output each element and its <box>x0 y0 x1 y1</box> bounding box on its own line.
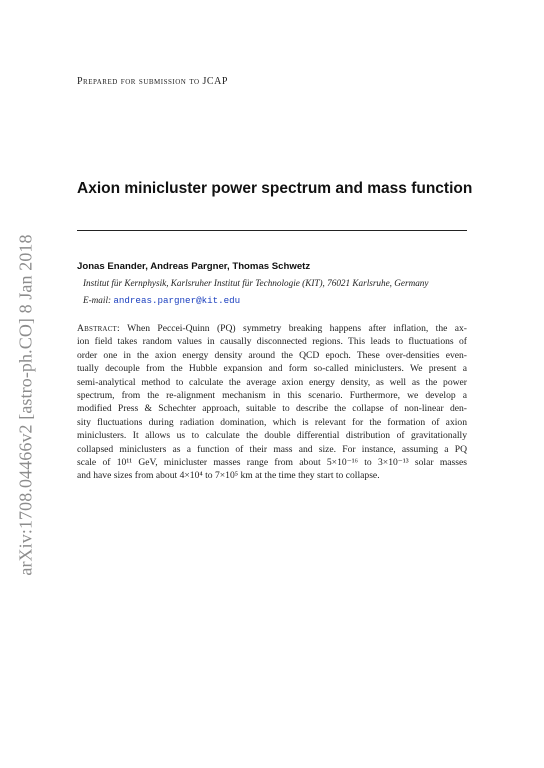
abstract-line: sity fluctuations during radiation domination, which is relevant for the formation of axion <box>77 416 467 428</box>
abstract-line: miniclusters. It allows us to calculate the double differential distribution of gravitationally <box>77 430 467 442</box>
email-label: E-mail: <box>83 295 112 305</box>
abstract-line: collapsed miniclusters as a function of their mass and size. For instance, assuming a PQ <box>77 443 467 455</box>
author-list: Jonas Enander, Andreas Pargner, Thomas Schwetz <box>77 261 311 272</box>
abstract-line: and have sizes from about 4×10⁴ to 7×10⁵ km at the time they start to collapse. <box>77 470 380 482</box>
affiliation: Institut für Kernphysik, Karlsruher Institut für Technologie (KIT), 76021 Karlsruhe, Germany <box>83 278 429 288</box>
arxiv-identifier-stamp <box>10 230 42 580</box>
abstract-heading: Abstract: <box>77 323 120 334</box>
abstract-line: semi-analytical method to calculate the average axion energy density, as well as the power <box>77 376 467 388</box>
submission-note: Prepared for submission to JCAP <box>77 76 228 87</box>
abstract-line: modified Press & Schechter approach, suitable to describe the collapse of non-linear den- <box>77 403 467 415</box>
abstract-line: tually decouple from the Hubble expansion and form so-called miniclusters. We present a <box>77 363 467 375</box>
email-row <box>83 295 240 306</box>
abstract-line: order one in the axion energy density around the QCD epoch. These over-densities even- <box>77 349 467 361</box>
paper-title: Axion minicluster power spectrum and mass function <box>77 180 473 197</box>
title-rule <box>77 230 467 231</box>
email-link[interactable]: andreas.pargner@kit.edu <box>113 295 241 306</box>
abstract-line: spectrum, from the re-alignment mechanism in this scenario. Furthermore, we develop a <box>77 390 467 402</box>
abstract-line: scale of 10¹¹ GeV, minicluster masses range from about 5×10⁻¹⁶ to 3×10⁻¹³ solar masses <box>77 457 467 469</box>
abstract-line: ion field takes random values in causally disconnected regions. This leads to fluctuations of <box>77 336 467 348</box>
arxiv-identifier-text: arXiv:1708.04466v2 [astro-ph.CO] 8 Jan 2018 <box>15 234 36 576</box>
abstract-line: Abstract: When Peccei-Quinn (PQ) symmetry breaking happens after inflation, the ax- <box>77 323 467 334</box>
abstract <box>77 322 467 483</box>
